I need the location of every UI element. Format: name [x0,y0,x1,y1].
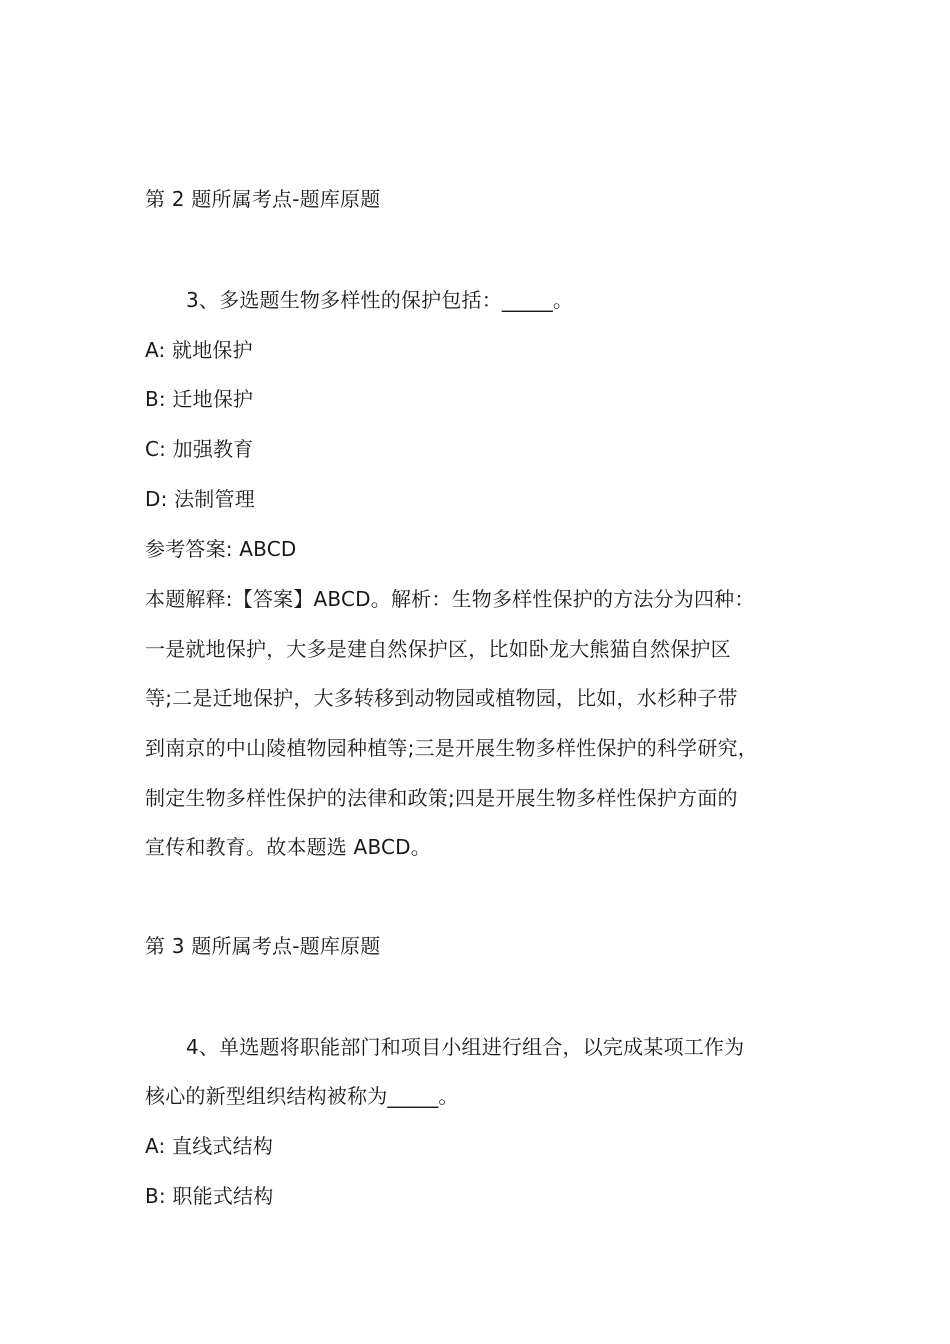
q3-source-label: 第 3 题所属考点-题库原题 [145,934,381,958]
q3-stem: 3、多选题生物多样性的保护包括：_____。 [186,288,574,312]
q2-source-label: 第 2 题所属考点-题库原题 [145,187,381,211]
q3-answer: 参考答案: ABCD [145,537,297,561]
q3-explanation-line: 本题解释:【答案】ABCD。解析：生物多样性保护的方法分为四种： [145,587,755,611]
q3-option-d: D: 法制管理 [145,487,255,511]
q3-explanation-line: 制定生物多样性保护的法律和政策;四是开展生物多样性保护方面的 [145,786,738,810]
q4-stem-line: 4、单选题将职能部门和项目小组进行组合，以完成某项工作为 [186,1035,745,1059]
q3-explanation-line: 一是就地保护，大多是建自然保护区，比如卧龙大熊猫自然保护区 [145,637,731,661]
q3-option-b: B: 迁地保护 [145,387,254,411]
q4-stem-line: 核心的新型组织结构被称为_____。 [145,1084,459,1108]
q3-explanation-line: 等;二是迁地保护，大多转移到动物园或植物园，比如，水杉种子带 [145,686,738,710]
q4-option-b: B: 职能式结构 [145,1184,274,1208]
q3-option-a: A: 就地保护 [145,338,253,362]
q4-option-a: A: 直线式结构 [145,1134,274,1158]
q3-option-c: C: 加强教育 [145,437,254,461]
q3-explanation-line: 到南京的中山陵植物园种植等;三是开展生物多样性保护的科学研究， [145,736,758,760]
q3-explanation-line: 宣传和教育。故本题选 ABCD。 [145,835,431,859]
